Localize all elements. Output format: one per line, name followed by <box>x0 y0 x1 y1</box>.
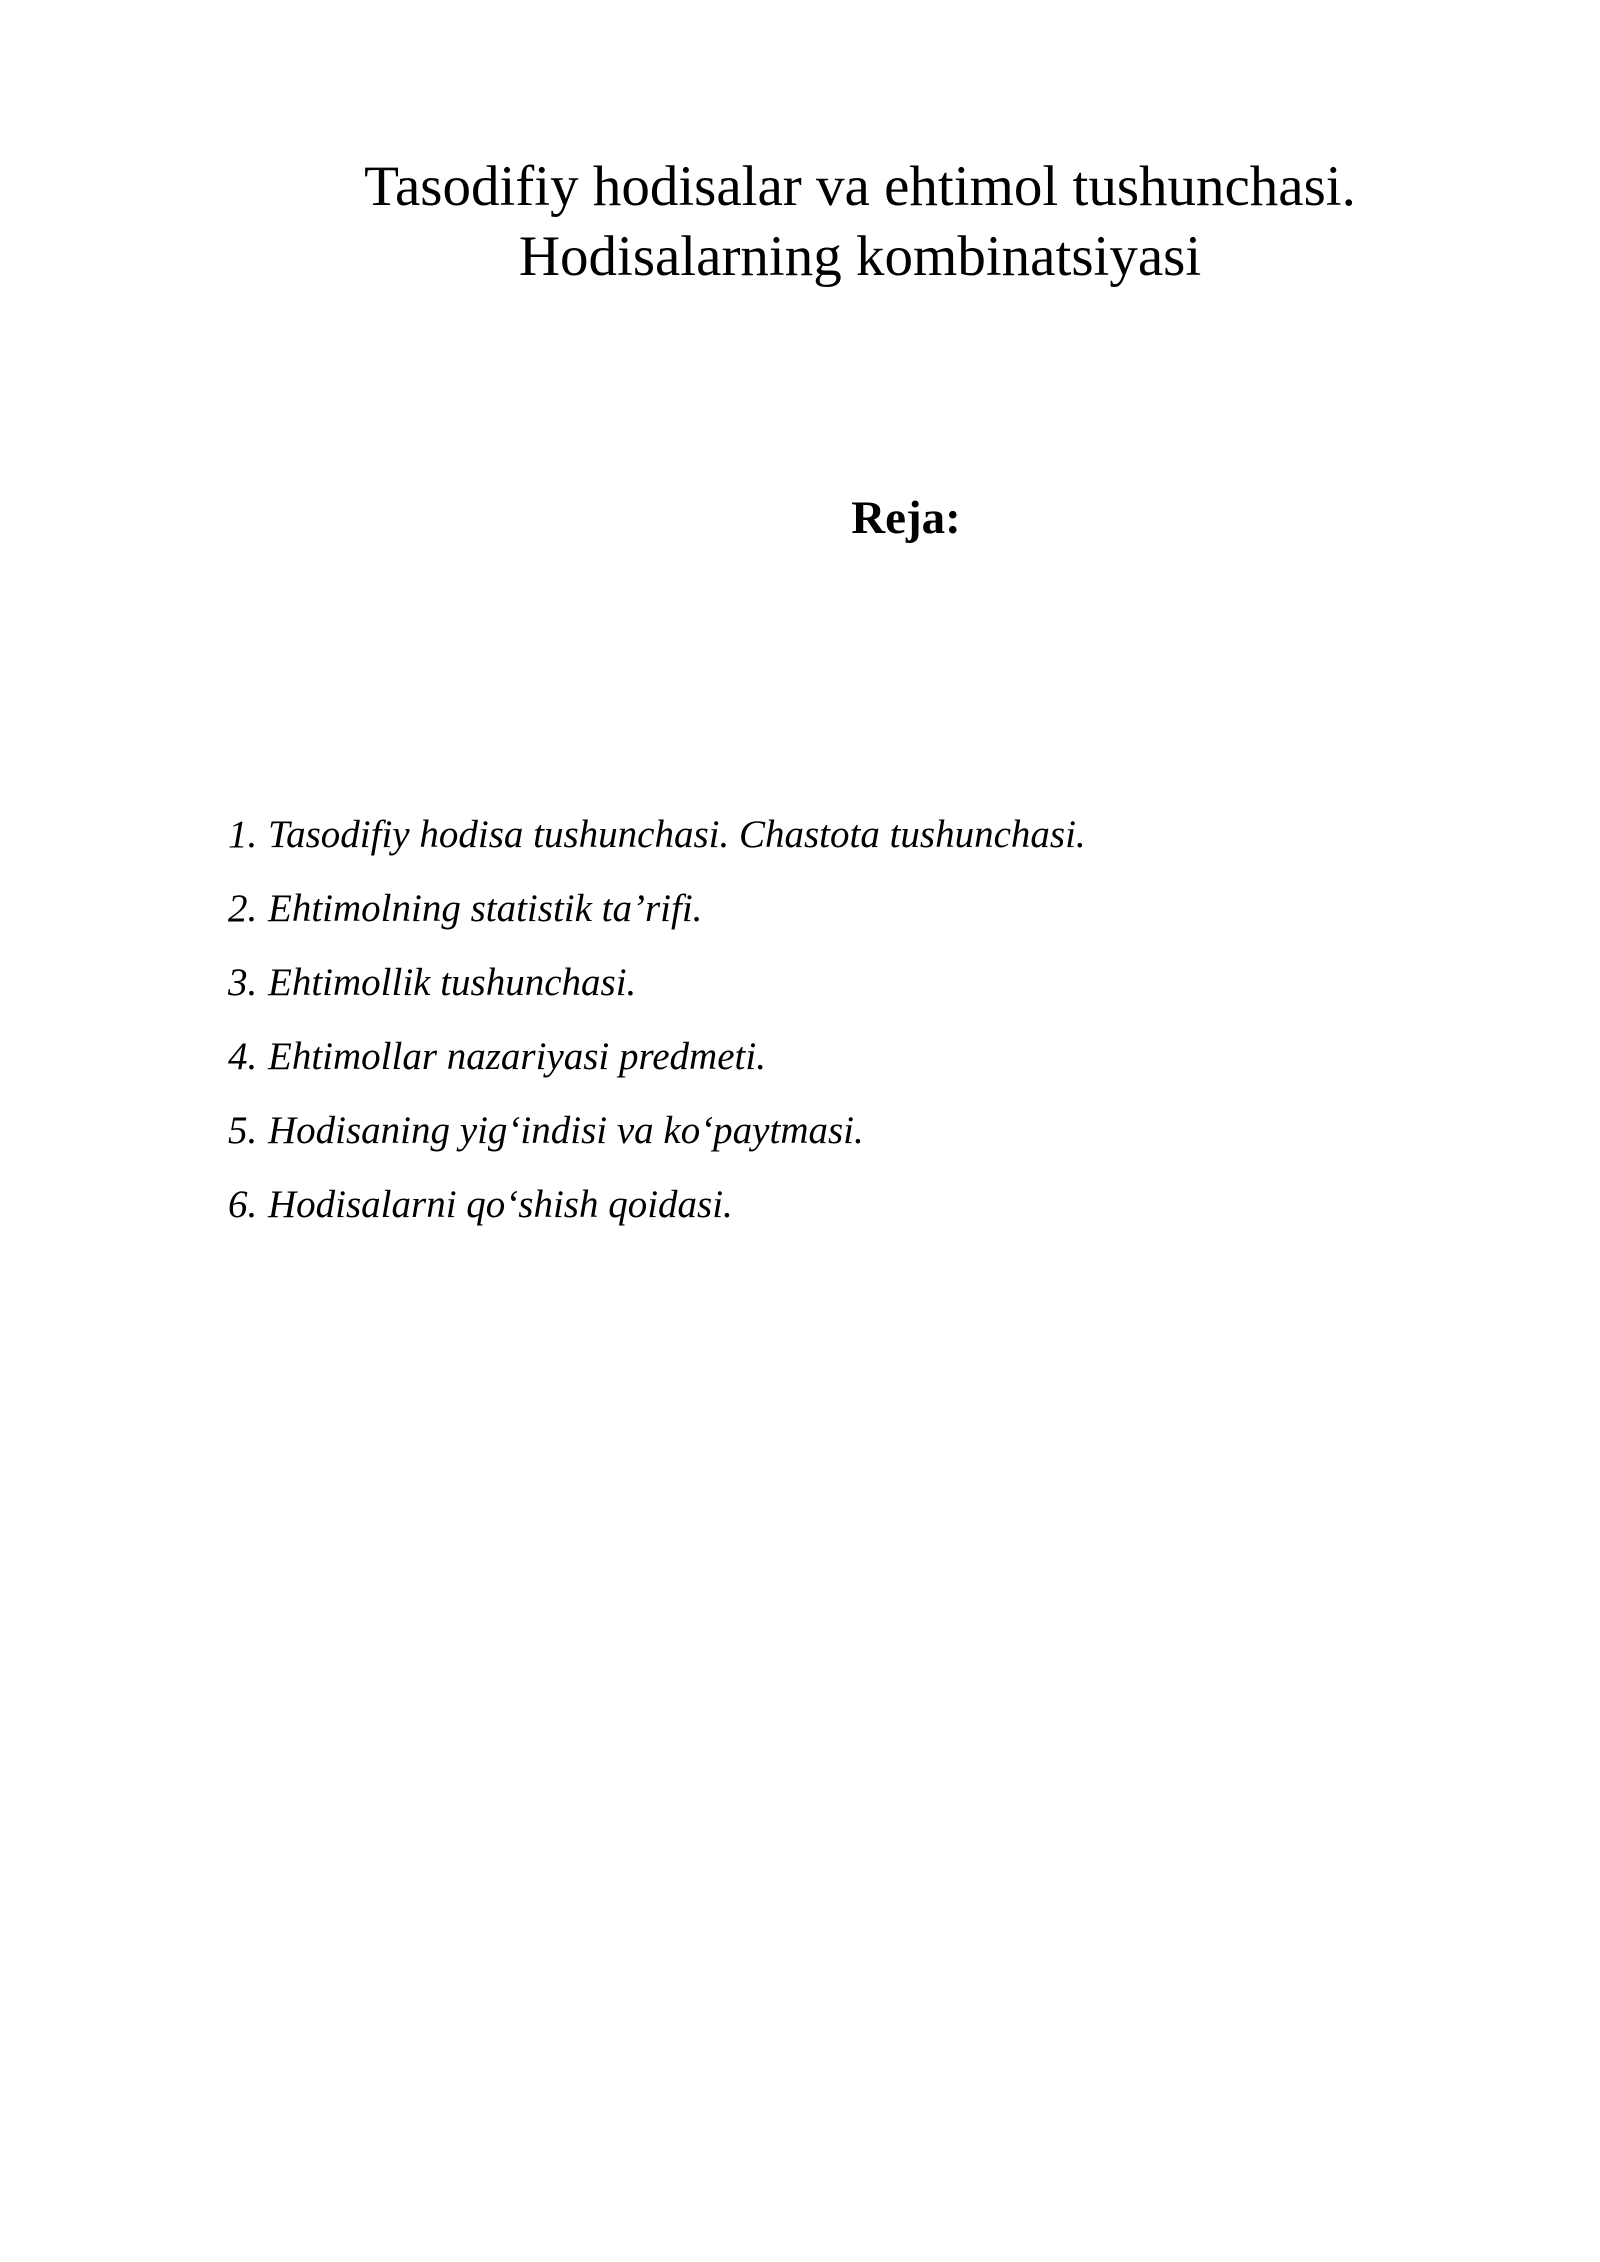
plan-item <box>228 1168 1086 1242</box>
plan-item <box>228 1020 1086 1094</box>
plan-item <box>228 798 1086 872</box>
title-line: Hodisalarning kombinatsiyasi <box>518 225 1202 288</box>
plan-item-text: Hodisalarni qo‘shish qoidasi. <box>268 1183 733 1226</box>
plan-heading: Reja: <box>851 492 961 544</box>
plan-list <box>228 798 1086 1242</box>
plan-item-number: 3. <box>228 961 258 1004</box>
plan-item <box>228 946 1086 1020</box>
plan-item-text: Ehtimolning statistik ta’rifi. <box>268 887 703 930</box>
plan-item <box>228 1094 1086 1168</box>
document-title <box>300 152 1420 292</box>
plan-item-text: Ehtimollik tushunchasi. <box>268 961 637 1004</box>
plan-item-number: 1. <box>228 813 258 856</box>
title-line: Tasodifiy hodisalar va ehtimol tushunchasi. <box>364 155 1356 218</box>
plan-item-text: Hodisaning yig‘indisi va ko‘paytmasi. <box>268 1109 864 1152</box>
plan-item <box>228 872 1086 946</box>
plan-item-number: 6. <box>228 1183 258 1226</box>
plan-item-number: 4. <box>228 1035 258 1078</box>
plan-item-text: Tasodifiy hodisa tushunchasi. Chastota tushunchasi. <box>268 813 1086 856</box>
plan-item-text: Ehtimollar nazariyasi predmeti. <box>268 1035 766 1078</box>
plan-item-number: 2. <box>228 887 258 930</box>
plan-item-number: 5. <box>228 1109 258 1152</box>
